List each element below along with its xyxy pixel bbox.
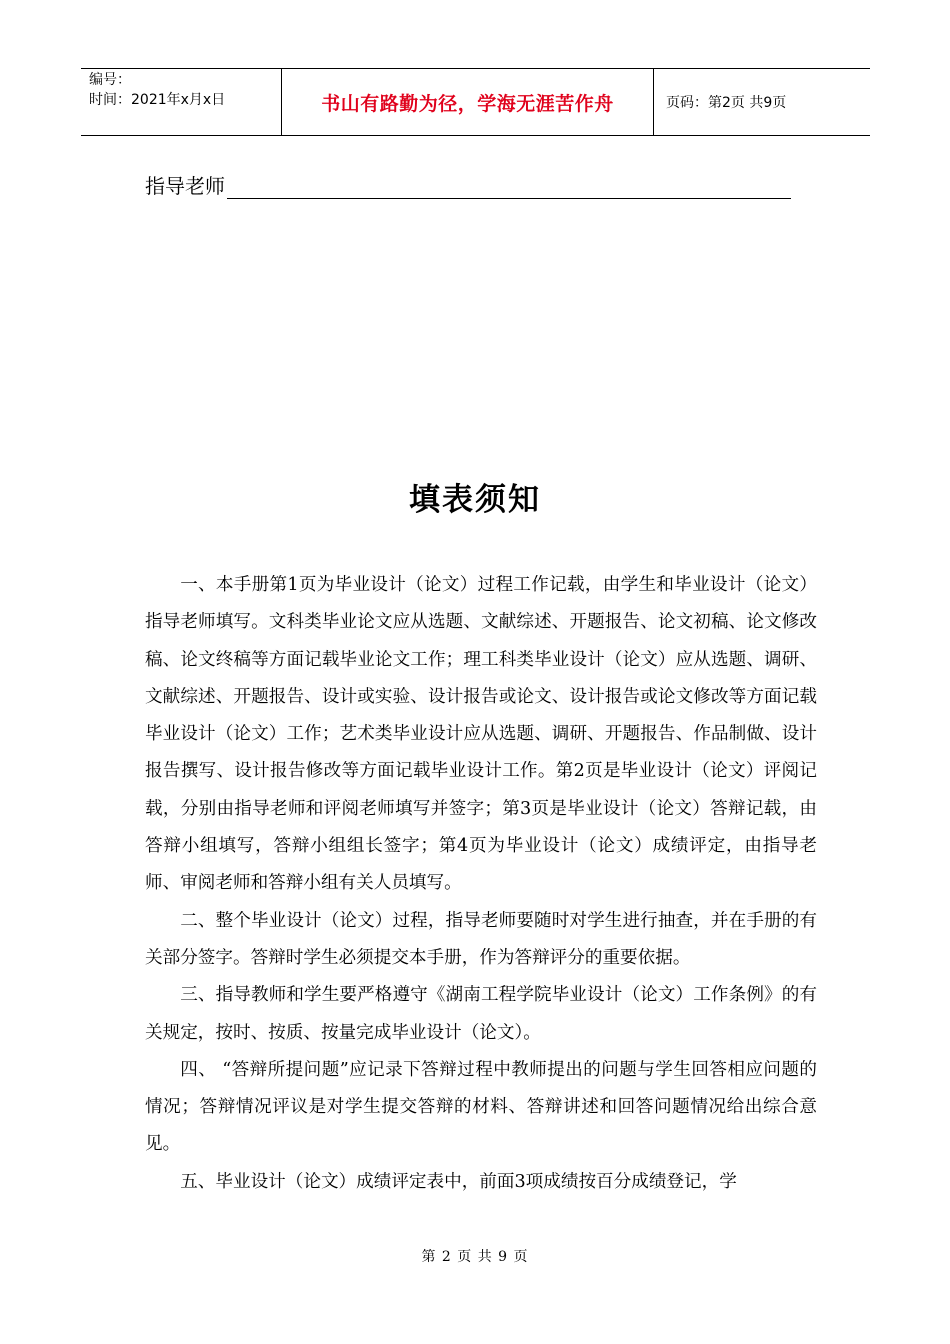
- instructions-body: [145, 567, 817, 1201]
- instruction-paragraph-1: 一、本手册第1页为毕业设计（论文）过程工作记载，由学生和毕业设计（论文）指导老师填写。文科类毕业论文应从选题、文献综述、开题报告、论文初稿、论文修改稿、论文终稿等方面记载毕业论文工作；理工科类毕业设计（论文）应从选题、调研、文献综述、开题报告、设计或实验、设计报告或论文、设计报告或论文修改等方面记载毕业设计（论文）工作；艺术类毕业设计应从选题、调研、开题报告、作品制做、设计报告撰写、设计报告修改等方面记载毕业设计工作。第2页是毕业设计（论文）评阅记载，分别由指导老师和评阅老师填写并签字；第3页是毕业设计（论文）答辩记载，由答辩小组填写，答辩小组组长签字；第4页为毕业设计（论文）成绩评定，由指导老师、审阅老师和答辩小组有关人员填写。: [145, 575, 817, 894]
- page-footer: 第 2 页 共 9 页: [421, 1249, 529, 1265]
- document-date: 时间：2021年x月x日: [89, 92, 226, 108]
- instruction-paragraph-5: 五、毕业设计（论文）成绩评定表中，前面3项成绩按百分成绩登记，学: [180, 1171, 737, 1192]
- header-page-number: 页码：第2页 共9页: [666, 95, 787, 111]
- page-header: [81, 68, 870, 136]
- document-number: 编号：: [89, 72, 131, 88]
- instruction-paragraph-3: 三、指导教师和学生要严格遵守《湖南工程学院毕业设计（论文）工作条例》的有关规定，按时、按质、按量完成毕业设计（论文）。: [145, 985, 817, 1043]
- header-meta: [81, 69, 282, 135]
- header-motto: 书山有路勤为径，学海无涯苦作舟: [282, 69, 654, 135]
- instruction-paragraph-2: 二、整个毕业设计（论文）过程，指导老师要随时对学生进行抽查，并在手册的有关部分签字。答辩时学生必须提交本手册，作为答辩评分的重要依据。: [145, 910, 817, 968]
- advisor-signature-field: [145, 170, 791, 199]
- page-title: 填表须知: [409, 482, 541, 518]
- instruction-paragraph-4: 四、 “答辩所提问题”应记录下答辩过程中教师提出的问题与学生回答相应问题的情况；答辩情况评议是对学生提交答辩的材料、答辩讲述和回答问题情况给出综合意见。: [145, 1059, 817, 1155]
- advisor-label: 指导老师: [145, 174, 225, 198]
- advisor-signature-line: [227, 174, 791, 199]
